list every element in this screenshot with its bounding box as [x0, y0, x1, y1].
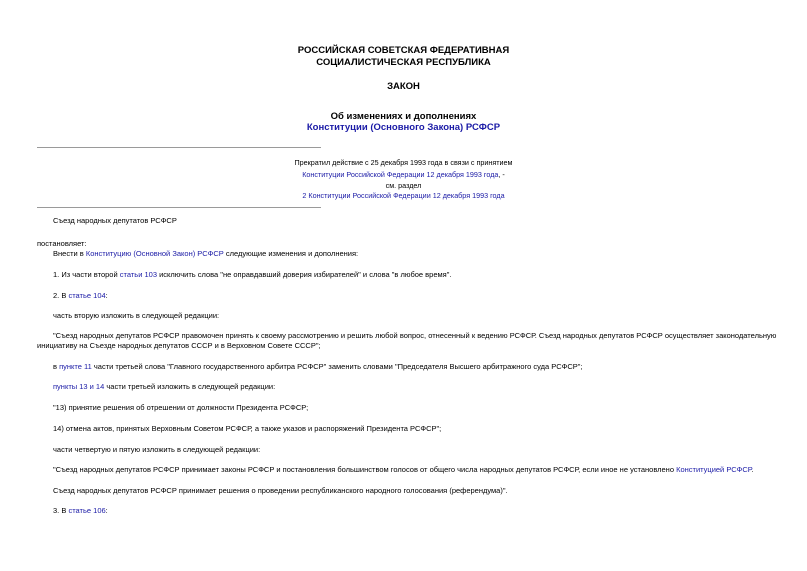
paragraph-quote-line2: инициативу на Съезде народных депутатов СССР и в Верховном Совете СССР";	[37, 341, 321, 350]
paragraph-point11	[53, 362, 583, 372]
text-fragment: в	[53, 362, 60, 371]
text-fragment: "Съезд народных депутатов РСФСР принимает законы РСФСР и постановления большинством голосов от общего числа народных депутатов РСФСР, если иное не установлено	[53, 465, 677, 474]
paragraph-points13-14	[53, 382, 275, 392]
constitution-section2-link[interactable]: 2 Конституции Российской Федерации 12 декабря 1993 года	[302, 191, 505, 200]
constitution-rsfsr-link[interactable]: Конституцию (Основной Закон) РСФСР	[85, 249, 224, 258]
constitution-rsfsr-link-2[interactable]: Конституцией РСФСР	[676, 465, 752, 474]
notice-line4	[0, 190, 807, 202]
text-fragment: :	[105, 506, 108, 515]
text-fragment: 1. Из части второй	[53, 270, 120, 279]
document-title-link[interactable]: Конституции (Основного Закона) РСФСР	[306, 122, 501, 133]
constitution-1993-link[interactable]: Конституции Российской Федерации 12 декабря 1993 года	[302, 170, 499, 179]
notice-bottom-divider	[37, 207, 321, 208]
paragraph-point13: "13) принятие решения об отрешении от должности Президента РСФСР;	[53, 403, 309, 412]
paragraph-referendum: Съезд народных депутатов РСФСР принимает решения о проведении республиканского народного голосования (референдума)".	[53, 486, 508, 495]
paragraph-part2-intro: часть вторую изложить в следующей редакции:	[53, 311, 220, 320]
paragraph-amend-intro	[53, 249, 358, 259]
text-fragment: 2. В	[53, 291, 69, 300]
article-104-link[interactable]: статье 104	[68, 291, 106, 300]
paragraph-congress: Съезд народных депутатов РСФСР	[53, 216, 177, 225]
points-13-14-link[interactable]: пункты 13 и 14	[53, 382, 105, 391]
document-type: ЗАКОН	[387, 81, 420, 92]
paragraph-item1	[53, 270, 451, 280]
paragraph-quote-line1: "Съезд народных депутатов РСФСР правомочен принять к своему рассмотрению и решить любой вопрос, отнесенный к ведению РСФСР. Съезд народных депутатов РСФСР осуществляет законодательную	[53, 331, 777, 340]
paragraph-parts4-5-intro: части четвертую и пятую изложить в следующей редакции:	[53, 445, 261, 454]
point-11-link[interactable]: пункте 11	[59, 362, 92, 371]
notice-line1: Прекратил действие с 25 декабря 1993 года в связи с принятием	[294, 158, 513, 167]
notice-top-divider	[37, 147, 321, 148]
text-fragment: Внести в	[53, 249, 86, 258]
state-name-line2: СОЦИАЛИСТИЧЕСКАЯ РЕСПУБЛИКА	[316, 57, 491, 68]
notice-line3: см. раздел	[385, 181, 422, 190]
article-106-link[interactable]: статье 106	[68, 506, 106, 515]
text-fragment: исключить слова "не оправдавший доверия избирателей" и слова "в любое время".	[157, 270, 452, 279]
paragraph-point14: 14) отмена актов, принятых Верховным Советом РСФСР, а также указов и распоряжений Президента РСФСР";	[53, 424, 442, 433]
text-fragment: части третьей слова "Главного государственного арбитра РСФСР" заменить словами "Председателя Высшего арбитражного суда РСФСР";	[91, 362, 583, 371]
text-fragment: части третьей изложить в следующей редакции:	[104, 382, 276, 391]
paragraph-item2	[53, 291, 108, 301]
state-name-line1: РОССИЙСКАЯ СОВЕТСКАЯ ФЕДЕРАТИВНАЯ	[297, 45, 510, 56]
text-fragment: 3. В	[53, 506, 69, 515]
text-fragment: :	[105, 291, 108, 300]
text-fragment: следующие изменения и дополнения:	[223, 249, 359, 258]
paragraph-resolves: постановляет:	[37, 239, 87, 248]
paragraph-item3	[53, 506, 108, 516]
document-title-line1: Об изменениях и дополнениях	[330, 111, 477, 122]
text-fragment: .	[751, 465, 754, 474]
article-103-link[interactable]: статьи 103	[119, 270, 157, 279]
paragraph-laws	[53, 465, 753, 475]
notice-line2-suffix: , -	[498, 170, 505, 179]
